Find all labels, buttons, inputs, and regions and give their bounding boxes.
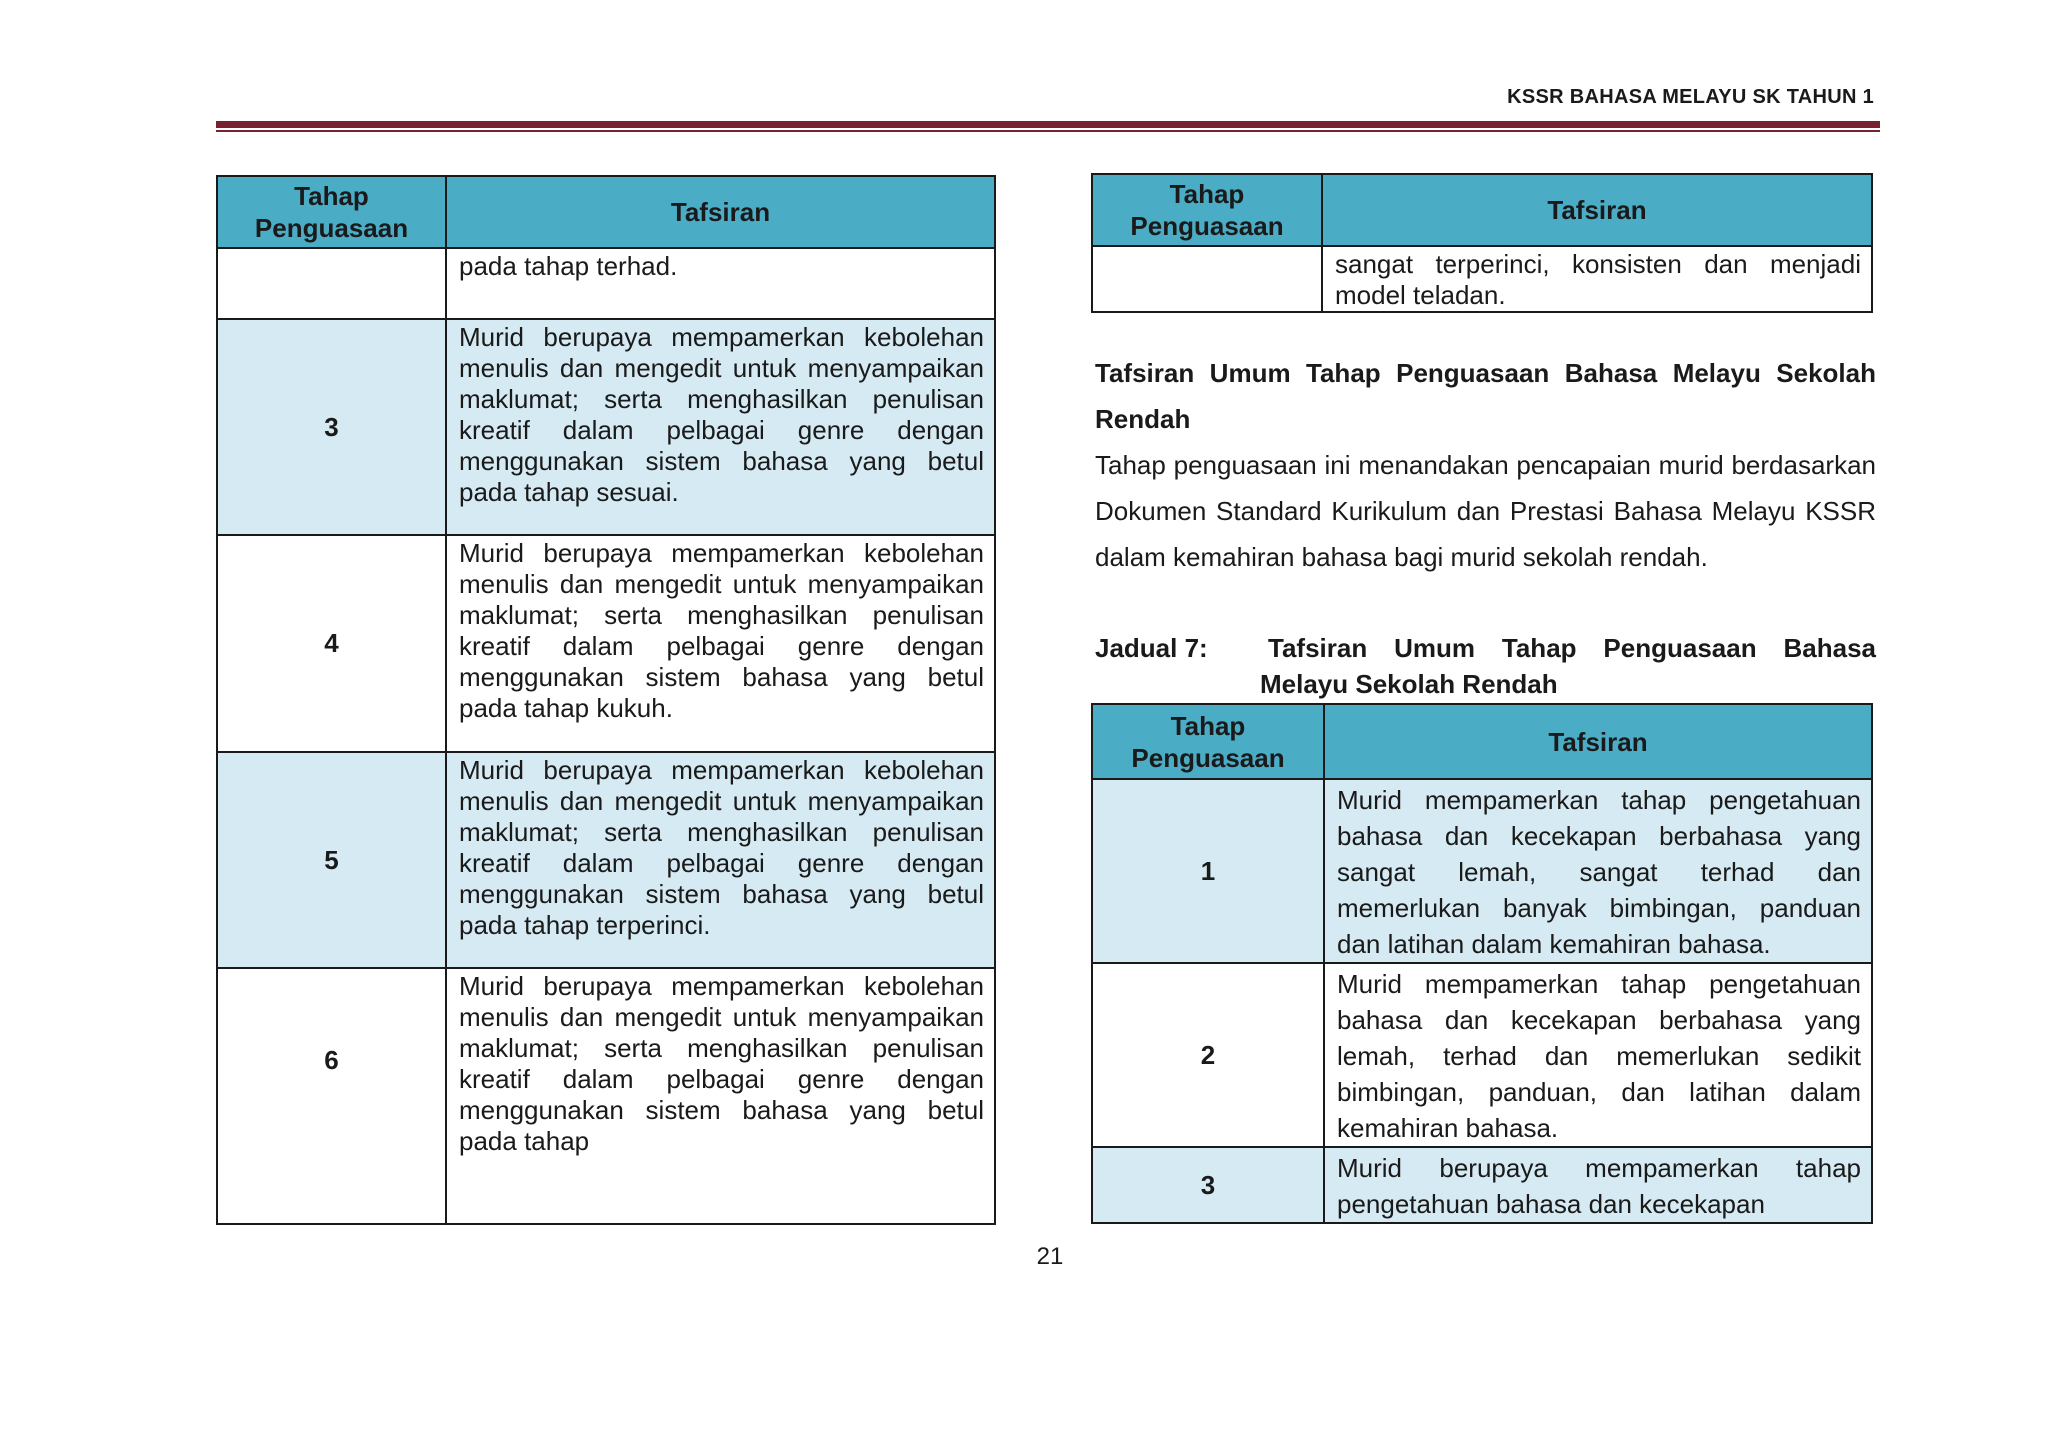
page-number: 21 <box>1036 1243 1064 1270</box>
table-row <box>217 248 995 319</box>
column-header-tafsiran: Tafsiran <box>446 176 995 248</box>
description-cell: Murid mempamerkan tahap pengetahuan bahasa dan kecekapan berbahasa yang lemah, terhad dan memerlukan sedikit bimbingan, panduan, dan latihan dalam kemahiran bahasa. <box>1324 963 1872 1147</box>
table-header-row <box>217 176 995 248</box>
level-cell: 3 <box>1092 1147 1324 1223</box>
description-cell: Murid mempamerkan tahap pengetahuan bahasa dan kecekapan berbahasa yang sangat lemah, sangat terhad dan memerlukan banyak bimbingan, panduan dan latihan dalam kemahiran bahasa. <box>1324 779 1872 963</box>
description-cell: pada tahap terhad. <box>446 248 995 319</box>
table-row <box>217 319 995 535</box>
table-row <box>217 752 995 968</box>
document-header-title: KSSR BAHASA MELAYU SK TAHUN 1 <box>1507 86 1874 108</box>
level-cell: 5 <box>217 752 446 968</box>
description-cell: Murid berupaya mempamerkan tahap pengetahuan bahasa dan kecekapan <box>1324 1147 1872 1223</box>
column-header-tahap: Tahap Penguasaan <box>1092 174 1322 246</box>
column-header-tafsiran: Tafsiran <box>1324 704 1872 779</box>
level-cell <box>217 248 446 319</box>
table-caption-text: Tafsiran Umum Tahap Penguasaan Bahasa Melayu Sekolah Rendah <box>1260 633 1876 699</box>
description-cell: Murid berupaya mempamerkan kebolehan menulis dan mengedit untuk menyampaikan maklumat; serta menghasilkan penulisan kreatif dalam pelbagai genre dengan menggunakan sistem bahasa yang betul pada tahap terperinci. <box>446 752 995 968</box>
column-header-tahap: Tahap Penguasaan <box>217 176 446 248</box>
table-header-row <box>1092 704 1872 779</box>
table-header-row <box>1092 174 1872 246</box>
header-rule-thin <box>216 130 1880 132</box>
description-cell: sangat terperinci, konsisten dan menjadi model teladan. <box>1322 246 1872 312</box>
description-cell: Murid berupaya mempamerkan kebolehan menulis dan mengedit untuk menyampaikan maklumat; serta menghasilkan penulisan kreatif dalam pelbagai genre dengan menggunakan sistem bahasa yang betul pada tahap kukuh. <box>446 535 995 752</box>
table-right-bottom <box>1091 703 1873 1224</box>
table-left <box>216 175 996 1225</box>
table-row <box>217 968 995 1224</box>
level-cell: 1 <box>1092 779 1324 963</box>
column-header-tafsiran: Tafsiran <box>1322 174 1872 246</box>
table-row <box>217 535 995 752</box>
level-cell: 3 <box>217 319 446 535</box>
table-row <box>1092 963 1872 1147</box>
section-paragraph: Tahap penguasaan ini menandakan pencapaian murid berdasarkan Dokumen Standard Kurikulum dan Prestasi Bahasa Melayu KSSR dalam kemahiran bahasa bagi murid sekolah rendah. <box>1095 450 1876 572</box>
level-cell: 4 <box>217 535 446 752</box>
column-header-tahap: Tahap Penguasaan <box>1092 704 1324 779</box>
table-row <box>1092 1147 1872 1223</box>
table-row <box>1092 779 1872 963</box>
header-rule <box>216 121 1880 128</box>
description-cell: Murid berupaya mempamerkan kebolehan menulis dan mengedit untuk menyampaikan maklumat; serta menghasilkan penulisan kreatif dalam pelbagai genre dengan menggunakan sistem bahasa yang betul pada tahap sesuai. <box>446 319 995 535</box>
section-title: Tafsiran Umum Tahap Penguasaan Bahasa Melayu Sekolah Rendah <box>1095 358 1876 434</box>
table-row <box>1092 246 1872 312</box>
level-cell: 6 <box>217 968 446 1224</box>
level-cell <box>1092 246 1322 312</box>
level-cell: 2 <box>1092 963 1324 1147</box>
table-right-top <box>1091 173 1873 313</box>
table-caption-label: Jadual 7: <box>1095 633 1208 663</box>
description-cell: Murid berupaya mempamerkan kebolehan menulis dan mengedit untuk menyampaikan maklumat; serta menghasilkan penulisan kreatif dalam pelbagai genre dengan menggunakan sistem bahasa yang betul pada tahap <box>446 968 995 1224</box>
